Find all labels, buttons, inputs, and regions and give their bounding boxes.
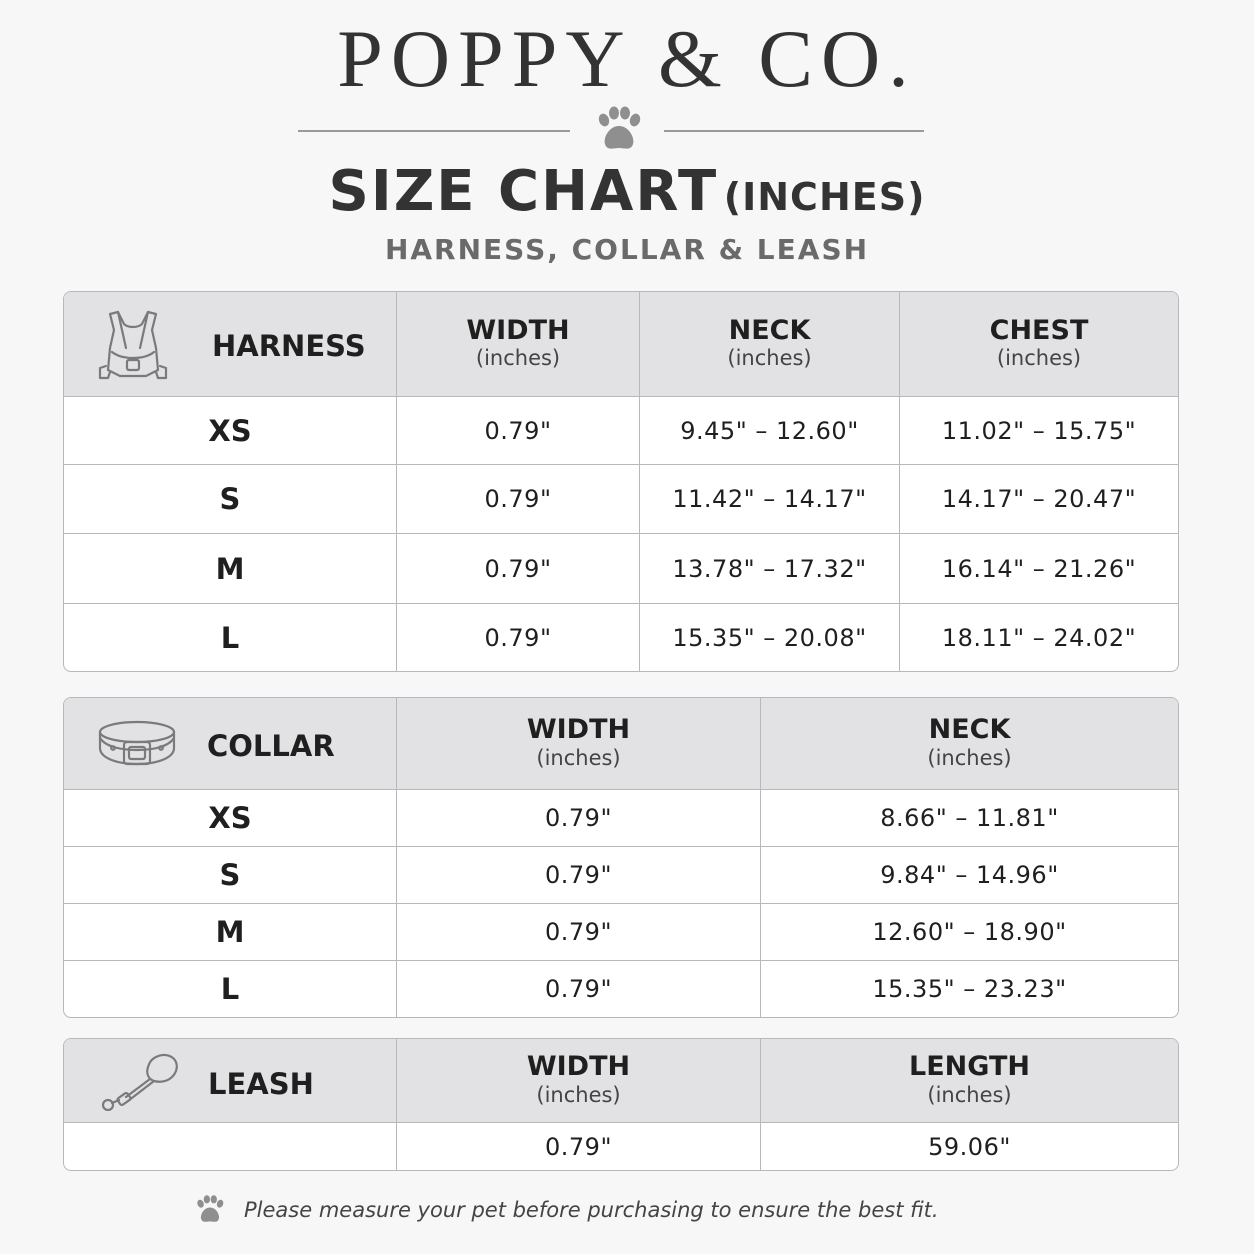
size-label: L — [64, 961, 397, 1017]
length-value: 59.06" — [928, 1132, 1011, 1161]
width-value: 0.79" — [397, 847, 761, 904]
collar-col-neck — [761, 698, 1178, 790]
leash-section-header — [64, 1039, 397, 1123]
size-label: XS — [64, 397, 397, 465]
collar-table — [63, 697, 1179, 1018]
neck-value: 15.35" – 20.08" — [640, 604, 900, 671]
table-row — [64, 534, 1178, 604]
neck-value: 12.60" – 18.90" — [761, 904, 1178, 961]
width-value: 0.79" — [397, 790, 761, 847]
leash-table — [63, 1038, 1179, 1171]
size-label: M — [64, 904, 397, 961]
width-value: 0.79" — [397, 1123, 761, 1170]
harness-col-chest — [900, 292, 1178, 397]
chest-value: 11.02" – 15.75" — [900, 397, 1178, 465]
harness-section-header — [64, 292, 397, 397]
neck-value: 9.84" – 14.96" — [761, 847, 1178, 904]
column-header: CHEST — [989, 314, 1089, 346]
chest-value: 14.17" – 20.47" — [900, 465, 1178, 534]
column-header: WIDTH — [526, 714, 631, 745]
column-unit: (inches) — [536, 745, 621, 770]
table-row — [64, 1123, 1178, 1170]
column-unit: (inches) — [996, 346, 1082, 371]
size-label: S — [64, 465, 397, 534]
size-label: L — [64, 604, 397, 671]
width-value: 0.79" — [397, 961, 761, 1017]
title-unit: (INCHES) — [723, 175, 926, 219]
harness-label: HARNESS — [212, 329, 366, 363]
harness-icon — [96, 308, 170, 382]
width-value: 0.79" — [397, 397, 640, 465]
neck-value: 11.42" – 14.17" — [640, 465, 900, 534]
footnote: Please measure your pet before purchasing to ensure the best fit. — [244, 1198, 939, 1222]
size-label: S — [64, 847, 397, 904]
table-row — [64, 904, 1178, 961]
column-unit: (inches) — [927, 1082, 1012, 1107]
leash-col-width — [397, 1039, 761, 1123]
neck-value: 15.35" – 23.23" — [872, 975, 1067, 1003]
collar-icon — [97, 718, 177, 770]
size-label: XS — [64, 790, 397, 847]
leash-label: LEASH — [208, 1067, 314, 1101]
title-main: SIZE CHART — [328, 159, 719, 224]
table-row — [64, 790, 1178, 847]
column-header: NECK — [728, 314, 811, 346]
collar-section-header — [64, 698, 397, 790]
paw-icon — [193, 1194, 227, 1226]
column-unit: (inches) — [727, 346, 812, 371]
neck-value: 13.78" – 17.32" — [640, 534, 900, 604]
chest-value: 18.11" – 24.02" — [941, 623, 1137, 652]
size-label — [64, 1123, 397, 1170]
table-row — [64, 465, 1178, 534]
column-unit: (inches) — [927, 745, 1012, 770]
column-header: WIDTH — [466, 314, 570, 346]
harness-col-width — [397, 292, 640, 397]
paw-icon — [592, 106, 646, 154]
collar-label: COLLAR — [207, 729, 335, 763]
harness-table — [63, 291, 1179, 672]
neck-value: 8.66" – 11.81" — [761, 790, 1178, 847]
harness-col-neck — [640, 292, 900, 397]
column-header: LENGTH — [909, 1051, 1030, 1082]
neck-value: 9.45" – 12.60" — [640, 397, 900, 465]
column-header: NECK — [928, 714, 1011, 745]
column-unit: (inches) — [475, 346, 561, 371]
column-header: WIDTH — [526, 1051, 631, 1082]
size-label: M — [64, 534, 397, 604]
brand-name: POPPY & CO. — [337, 13, 917, 104]
width-value: 0.79" — [397, 465, 640, 534]
divider-right — [664, 130, 924, 132]
width-value: 0.79" — [397, 604, 640, 671]
chart-subtitle: HARNESS, COLLAR & LEASH — [384, 233, 870, 266]
chest-value: 16.14" – 21.26" — [900, 534, 1178, 604]
width-value: 0.79" — [397, 534, 640, 604]
leash-col-length — [761, 1039, 1178, 1123]
chart-title — [0, 159, 1254, 224]
table-row — [64, 397, 1178, 465]
width-value: 0.79" — [397, 904, 761, 961]
table-row — [64, 604, 1178, 671]
column-unit: (inches) — [536, 1082, 621, 1107]
leash-icon — [96, 1051, 180, 1111]
collar-col-width — [397, 698, 761, 790]
table-row — [64, 847, 1178, 904]
table-row — [64, 961, 1178, 1017]
divider-left — [298, 130, 570, 132]
